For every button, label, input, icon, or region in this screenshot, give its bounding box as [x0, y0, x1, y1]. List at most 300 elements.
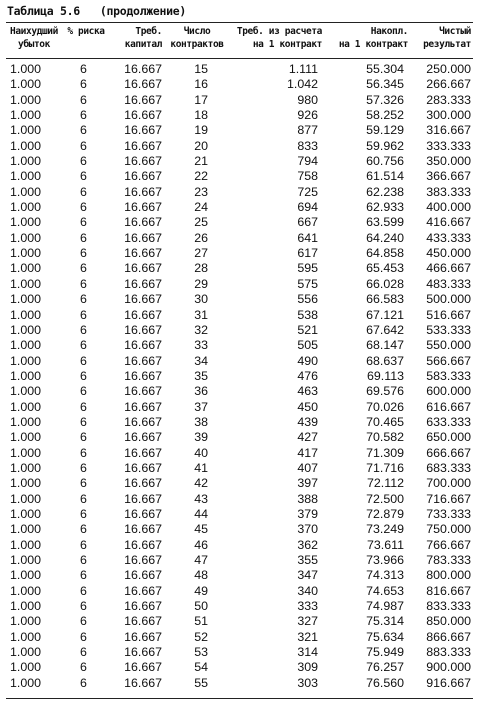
cell-required-capital: 16.667 — [124, 568, 162, 583]
cell-risk-percent: 6 — [80, 599, 87, 614]
cell-worst-loss: 1.000 — [10, 77, 42, 92]
table-row — [6, 461, 473, 476]
cell-risk-percent: 6 — [80, 629, 87, 644]
cell-required-capital: 16.667 — [124, 246, 162, 261]
cell-required-per-contract: 538 — [297, 307, 318, 322]
cell-net-result: 466.667 — [426, 261, 471, 276]
cell-accumulated-per-contract: 71.716 — [366, 460, 404, 475]
table-row — [6, 400, 473, 415]
cell-contracts-count: 21 — [194, 154, 208, 169]
cell-risk-percent: 6 — [80, 583, 87, 598]
table-row — [6, 108, 473, 123]
cell-net-result: 333.333 — [426, 138, 471, 153]
cell-risk-percent: 6 — [80, 399, 87, 414]
cell-worst-loss: 1.000 — [10, 138, 42, 153]
cell-worst-loss: 1.000 — [10, 368, 42, 383]
table-row — [6, 614, 473, 629]
cell-required-capital: 16.667 — [124, 230, 162, 245]
cell-net-result: 516.667 — [426, 307, 471, 322]
table-row — [6, 676, 473, 691]
cell-worst-loss: 1.000 — [10, 629, 42, 644]
table-row — [6, 369, 473, 384]
table-row — [6, 584, 473, 599]
cell-net-result: 250.000 — [426, 62, 471, 76]
cell-required-capital: 16.667 — [124, 476, 162, 491]
cell-accumulated-per-contract: 75.634 — [366, 629, 404, 644]
cell-net-result: 716.667 — [426, 491, 471, 506]
cell-required-per-contract: 490 — [297, 353, 318, 368]
table-row — [6, 231, 473, 246]
cell-accumulated-per-contract: 72.500 — [366, 491, 404, 506]
cell-net-result: 766.667 — [426, 537, 471, 552]
cell-net-result: 666.667 — [426, 445, 471, 460]
cell-contracts-count: 41 — [194, 460, 208, 475]
table-row — [6, 338, 473, 353]
cell-risk-percent: 6 — [80, 491, 87, 506]
cell-worst-loss: 1.000 — [10, 660, 42, 675]
table-row — [6, 384, 473, 399]
cell-accumulated-per-contract: 69.576 — [366, 384, 404, 399]
table-row — [6, 553, 473, 568]
cell-required-per-contract: 521 — [297, 322, 318, 337]
table-row — [6, 154, 473, 169]
cell-accumulated-per-contract: 73.249 — [366, 522, 404, 537]
cell-required-per-contract: 505 — [297, 338, 318, 353]
cell-risk-percent: 6 — [80, 445, 87, 460]
cell-worst-loss: 1.000 — [10, 583, 42, 598]
cell-required-per-contract: 694 — [297, 200, 318, 215]
cell-worst-loss: 1.000 — [10, 230, 42, 245]
cell-risk-percent: 6 — [80, 123, 87, 138]
table-row — [6, 430, 473, 445]
table-header — [6, 25, 473, 55]
table-row — [6, 292, 473, 307]
table-continuation: (продолжение) — [99, 4, 186, 18]
cell-worst-loss: 1.000 — [10, 506, 42, 521]
cell-required-capital: 16.667 — [124, 645, 162, 660]
cell-risk-percent: 6 — [80, 184, 87, 199]
header-bottom-rule — [6, 58, 473, 59]
cell-required-capital: 16.667 — [124, 506, 162, 521]
cell-net-result: 566.667 — [426, 353, 471, 368]
cell-accumulated-per-contract: 66.028 — [366, 276, 404, 291]
cell-worst-loss: 1.000 — [10, 169, 42, 184]
cell-worst-loss: 1.000 — [10, 553, 42, 567]
cell-accumulated-per-contract: 57.326 — [366, 92, 404, 107]
cell-worst-loss: 1.000 — [10, 568, 42, 583]
cell-required-capital: 16.667 — [124, 261, 162, 276]
cell-risk-percent: 6 — [80, 460, 87, 475]
cell-required-per-contract: 321 — [297, 629, 318, 644]
cell-required-per-contract: 314 — [297, 645, 318, 660]
cell-risk-percent: 6 — [80, 506, 87, 521]
cell-required-per-contract: 347 — [297, 568, 318, 583]
cell-accumulated-per-contract: 67.642 — [366, 322, 404, 337]
table-row — [6, 261, 473, 276]
cell-worst-loss: 1.000 — [10, 476, 42, 491]
table-row — [6, 415, 473, 430]
cell-required-capital: 16.667 — [124, 414, 162, 429]
cell-worst-loss: 1.000 — [10, 92, 42, 107]
cell-accumulated-per-contract: 65.453 — [366, 261, 404, 276]
col-header-contracts-count: Число контрактов — [170, 26, 224, 50]
cell-worst-loss: 1.000 — [10, 430, 42, 445]
cell-required-per-contract: 379 — [297, 506, 318, 521]
cell-net-result: 500.000 — [426, 292, 471, 307]
cell-net-result: 533.333 — [426, 322, 471, 337]
cell-worst-loss: 1.000 — [10, 414, 42, 429]
table-row — [6, 492, 473, 507]
cell-risk-percent: 6 — [80, 261, 87, 276]
cell-net-result: 750.000 — [426, 522, 471, 537]
cell-required-capital: 16.667 — [124, 123, 162, 138]
cell-risk-percent: 6 — [80, 108, 87, 123]
cell-required-per-contract: 417 — [297, 445, 318, 460]
cell-net-result: 733.333 — [426, 506, 471, 521]
cell-contracts-count: 36 — [194, 384, 208, 399]
cell-net-result: 483.333 — [426, 276, 471, 291]
table-row — [6, 630, 473, 645]
cell-contracts-count: 49 — [194, 583, 208, 598]
cell-required-capital: 16.667 — [124, 445, 162, 460]
cell-accumulated-per-contract: 73.966 — [366, 553, 404, 567]
cell-required-per-contract: 362 — [297, 537, 318, 552]
cell-risk-percent: 6 — [80, 62, 87, 76]
cell-contracts-count: 22 — [194, 169, 208, 184]
cell-net-result: 616.667 — [426, 399, 471, 414]
cell-accumulated-per-contract: 74.987 — [366, 599, 404, 614]
cell-required-per-contract: 397 — [297, 476, 318, 491]
cell-risk-percent: 6 — [80, 77, 87, 92]
cell-required-capital: 16.667 — [124, 292, 162, 307]
cell-accumulated-per-contract: 68.637 — [366, 353, 404, 368]
cell-worst-loss: 1.000 — [10, 108, 42, 123]
cell-required-per-contract: 309 — [297, 660, 318, 675]
cell-contracts-count: 28 — [194, 261, 208, 276]
cell-required-per-contract: 355 — [297, 553, 318, 567]
table-row — [6, 568, 473, 583]
cell-accumulated-per-contract: 75.314 — [366, 614, 404, 629]
cell-net-result: 783.333 — [426, 553, 471, 567]
cell-required-per-contract: 1.111 — [288, 62, 318, 76]
cell-net-result: 816.667 — [426, 583, 471, 598]
cell-required-per-contract: 833 — [297, 138, 318, 153]
table-row — [6, 476, 473, 491]
cell-risk-percent: 6 — [80, 322, 87, 337]
header-row — [6, 25, 473, 55]
cell-contracts-count: 32 — [194, 322, 208, 337]
cell-risk-percent: 6 — [80, 476, 87, 491]
cell-worst-loss: 1.000 — [10, 614, 42, 629]
table-row — [6, 123, 473, 138]
cell-worst-loss: 1.000 — [10, 123, 42, 138]
cell-worst-loss: 1.000 — [10, 215, 42, 230]
cell-net-result: 300.000 — [426, 108, 471, 123]
cell-required-capital: 16.667 — [124, 384, 162, 399]
table-row — [6, 323, 473, 338]
table-caption — [7, 4, 186, 18]
cell-risk-percent: 6 — [80, 614, 87, 629]
cell-required-capital: 16.667 — [124, 660, 162, 675]
cell-accumulated-per-contract: 62.238 — [366, 184, 404, 199]
cell-net-result: 650.000 — [426, 430, 471, 445]
cell-worst-loss: 1.000 — [10, 184, 42, 199]
cell-net-result: 900.000 — [426, 660, 471, 675]
cell-accumulated-per-contract: 75.949 — [366, 645, 404, 660]
cell-net-result: 683.333 — [426, 460, 471, 475]
cell-accumulated-per-contract: 66.583 — [366, 292, 404, 307]
cell-required-capital: 16.667 — [124, 138, 162, 153]
cell-accumulated-per-contract: 60.756 — [366, 154, 404, 169]
cell-contracts-count: 25 — [194, 215, 208, 230]
cell-required-per-contract: 427 — [297, 430, 318, 445]
cell-worst-loss: 1.000 — [10, 491, 42, 506]
cell-contracts-count: 24 — [194, 200, 208, 215]
cell-worst-loss: 1.000 — [10, 599, 42, 614]
cell-net-result: 433.333 — [426, 230, 471, 245]
cell-risk-percent: 6 — [80, 430, 87, 445]
cell-net-result: 916.667 — [426, 675, 471, 690]
cell-contracts-count: 30 — [194, 292, 208, 307]
cell-required-per-contract: 575 — [297, 276, 318, 291]
cell-required-capital: 16.667 — [124, 322, 162, 337]
cell-required-capital: 16.667 — [124, 522, 162, 537]
cell-worst-loss: 1.000 — [10, 338, 42, 353]
cell-net-result: 450.000 — [426, 246, 471, 261]
cell-accumulated-per-contract: 73.611 — [367, 537, 404, 552]
cell-contracts-count: 54 — [194, 660, 208, 675]
cell-required-per-contract: 450 — [297, 399, 318, 414]
cell-contracts-count: 50 — [194, 599, 208, 614]
cell-required-per-contract: 439 — [297, 414, 318, 429]
cell-net-result: 866.667 — [426, 629, 471, 644]
cell-net-result: 366.667 — [426, 169, 471, 184]
table-row — [6, 139, 473, 154]
cell-required-per-contract: 388 — [297, 491, 318, 506]
cell-required-per-contract: 725 — [297, 184, 318, 199]
cell-required-capital: 16.667 — [124, 184, 162, 199]
cell-net-result: 550.000 — [426, 338, 471, 353]
table-row — [6, 200, 473, 215]
cell-required-per-contract: 303 — [297, 675, 318, 690]
cell-risk-percent: 6 — [80, 368, 87, 383]
cell-worst-loss: 1.000 — [10, 522, 42, 537]
cell-required-capital: 16.667 — [124, 169, 162, 184]
cell-required-capital: 16.667 — [124, 200, 162, 215]
cell-risk-percent: 6 — [80, 230, 87, 245]
cell-worst-loss: 1.000 — [10, 353, 42, 368]
cell-required-per-contract: 758 — [297, 169, 318, 184]
cell-accumulated-per-contract: 67.121 — [366, 307, 404, 322]
cell-accumulated-per-contract: 64.858 — [366, 246, 404, 261]
table-bottom-rule — [6, 698, 473, 699]
cell-required-per-contract: 463 — [297, 384, 318, 399]
cell-contracts-count: 16 — [194, 77, 208, 92]
cell-risk-percent: 6 — [80, 645, 87, 660]
cell-required-per-contract: 877 — [297, 123, 318, 138]
cell-contracts-count: 39 — [194, 430, 208, 445]
cell-accumulated-per-contract: 76.257 — [366, 660, 404, 675]
cell-contracts-count: 51 — [194, 614, 208, 629]
cell-accumulated-per-contract: 59.129 — [366, 123, 404, 138]
col-header-risk-percent: % риска — [67, 26, 105, 37]
cell-net-result: 600.000 — [426, 384, 471, 399]
cell-net-result: 883.333 — [426, 645, 471, 660]
cell-risk-percent: 6 — [80, 246, 87, 261]
cell-accumulated-per-contract: 74.313 — [366, 568, 404, 583]
cell-accumulated-per-contract: 72.879 — [366, 506, 404, 521]
cell-worst-loss: 1.000 — [10, 675, 42, 690]
cell-worst-loss: 1.000 — [10, 460, 42, 475]
col-header-required-capital: Треб. капитал — [124, 26, 162, 50]
cell-risk-percent: 6 — [80, 292, 87, 307]
cell-required-capital: 16.667 — [124, 675, 162, 690]
cell-required-per-contract: 667 — [297, 215, 318, 230]
table-row — [6, 93, 473, 108]
cell-contracts-count: 26 — [194, 230, 208, 245]
data-table — [6, 62, 473, 691]
cell-risk-percent: 6 — [80, 307, 87, 322]
cell-contracts-count: 46 — [194, 537, 208, 552]
cell-risk-percent: 6 — [80, 338, 87, 353]
cell-required-capital: 16.667 — [124, 108, 162, 123]
cell-net-result: 400.000 — [426, 200, 471, 215]
cell-worst-loss: 1.000 — [10, 322, 42, 337]
cell-required-capital: 16.667 — [124, 629, 162, 644]
cell-net-result: 583.333 — [426, 368, 471, 383]
cell-accumulated-per-contract: 68.147 — [366, 338, 404, 353]
cell-required-per-contract: 476 — [297, 368, 318, 383]
cell-contracts-count: 44 — [194, 506, 208, 521]
cell-risk-percent: 6 — [80, 660, 87, 675]
cell-contracts-count: 47 — [194, 553, 208, 567]
cell-contracts-count: 53 — [194, 645, 208, 660]
cell-contracts-count: 18 — [194, 108, 208, 123]
cell-accumulated-per-contract: 70.465 — [366, 414, 404, 429]
cell-contracts-count: 45 — [194, 522, 208, 537]
cell-net-result: 316.667 — [426, 123, 471, 138]
table-row — [6, 169, 473, 184]
table-row — [6, 277, 473, 292]
cell-required-capital: 16.667 — [124, 583, 162, 598]
cell-net-result: 833.333 — [426, 599, 471, 614]
cell-net-result: 800.000 — [426, 568, 471, 583]
table-row — [6, 522, 473, 537]
table-row — [6, 599, 473, 614]
cell-accumulated-per-contract: 55.304 — [366, 62, 404, 76]
cell-net-result: 283.333 — [426, 92, 471, 107]
cell-contracts-count: 31 — [194, 307, 208, 322]
cell-required-capital: 16.667 — [124, 92, 162, 107]
cell-required-per-contract: 617 — [297, 246, 318, 261]
cell-required-capital: 16.667 — [124, 62, 162, 76]
table-number: Таблица 5.6 — [7, 4, 80, 18]
cell-risk-percent: 6 — [80, 568, 87, 583]
cell-net-result: 633.333 — [426, 414, 471, 429]
cell-worst-loss: 1.000 — [10, 276, 42, 291]
cell-required-per-contract: 370 — [297, 522, 318, 537]
table-row — [6, 308, 473, 323]
cell-worst-loss: 1.000 — [10, 384, 42, 399]
cell-required-per-contract: 595 — [297, 261, 318, 276]
cell-contracts-count: 20 — [194, 138, 208, 153]
table-row — [6, 215, 473, 230]
cell-required-per-contract: 333 — [297, 599, 318, 614]
cell-contracts-count: 37 — [194, 399, 208, 414]
table-body — [6, 62, 473, 691]
cell-required-capital: 16.667 — [124, 430, 162, 445]
cell-required-per-contract: 327 — [297, 614, 318, 629]
cell-accumulated-per-contract: 70.026 — [366, 399, 404, 414]
cell-contracts-count: 15 — [194, 62, 208, 76]
cell-risk-percent: 6 — [80, 553, 87, 567]
cell-net-result: 850.000 — [426, 614, 471, 629]
table-row — [6, 538, 473, 553]
cell-accumulated-per-contract: 63.599 — [366, 215, 404, 230]
table-row — [6, 660, 473, 675]
col-header-accumulated-per-contract: Накопл. на 1 контракт — [338, 26, 408, 50]
cell-contracts-count: 43 — [194, 491, 208, 506]
cell-risk-percent: 6 — [80, 353, 87, 368]
cell-worst-loss: 1.000 — [10, 645, 42, 660]
cell-accumulated-per-contract: 69.113 — [367, 368, 404, 383]
cell-accumulated-per-contract: 70.582 — [366, 430, 404, 445]
cell-required-capital: 16.667 — [124, 353, 162, 368]
cell-accumulated-per-contract: 71.309 — [366, 445, 404, 460]
cell-required-capital: 16.667 — [124, 215, 162, 230]
cell-net-result: 350.000 — [426, 154, 471, 169]
table-row — [6, 446, 473, 461]
cell-required-capital: 16.667 — [124, 553, 162, 567]
cell-required-per-contract: 340 — [297, 583, 318, 598]
cell-required-per-contract: 794 — [297, 154, 318, 169]
cell-net-result: 383.333 — [426, 184, 471, 199]
cell-risk-percent: 6 — [80, 675, 87, 690]
cell-worst-loss: 1.000 — [10, 292, 42, 307]
cell-required-capital: 16.667 — [124, 77, 162, 92]
table-row — [6, 246, 473, 261]
cell-accumulated-per-contract: 76.560 — [366, 675, 404, 690]
cell-required-capital: 16.667 — [124, 537, 162, 552]
cell-accumulated-per-contract: 72.112 — [367, 476, 404, 491]
cell-required-per-contract: 407 — [297, 460, 318, 475]
table-row — [6, 62, 473, 77]
table-row — [6, 185, 473, 200]
cell-risk-percent: 6 — [80, 138, 87, 153]
cell-risk-percent: 6 — [80, 414, 87, 429]
col-header-worst-loss: Наихудший убыток — [10, 26, 58, 50]
cell-accumulated-per-contract: 56.345 — [366, 77, 404, 92]
cell-risk-percent: 6 — [80, 154, 87, 169]
cell-net-result: 266.667 — [426, 77, 471, 92]
cell-risk-percent: 6 — [80, 215, 87, 230]
cell-worst-loss: 1.000 — [10, 537, 42, 552]
cell-risk-percent: 6 — [80, 92, 87, 107]
table-top-rule — [6, 22, 473, 23]
cell-worst-loss: 1.000 — [10, 246, 42, 261]
cell-contracts-count: 19 — [194, 123, 208, 138]
cell-required-capital: 16.667 — [124, 338, 162, 353]
cell-required-capital: 16.667 — [124, 307, 162, 322]
cell-contracts-count: 23 — [194, 184, 208, 199]
cell-net-result: 700.000 — [426, 476, 471, 491]
cell-required-capital: 16.667 — [124, 399, 162, 414]
cell-worst-loss: 1.000 — [10, 307, 42, 322]
cell-contracts-count: 55 — [194, 675, 208, 690]
table-row — [6, 77, 473, 92]
cell-accumulated-per-contract: 61.514 — [366, 169, 404, 184]
cell-worst-loss: 1.000 — [10, 200, 42, 215]
